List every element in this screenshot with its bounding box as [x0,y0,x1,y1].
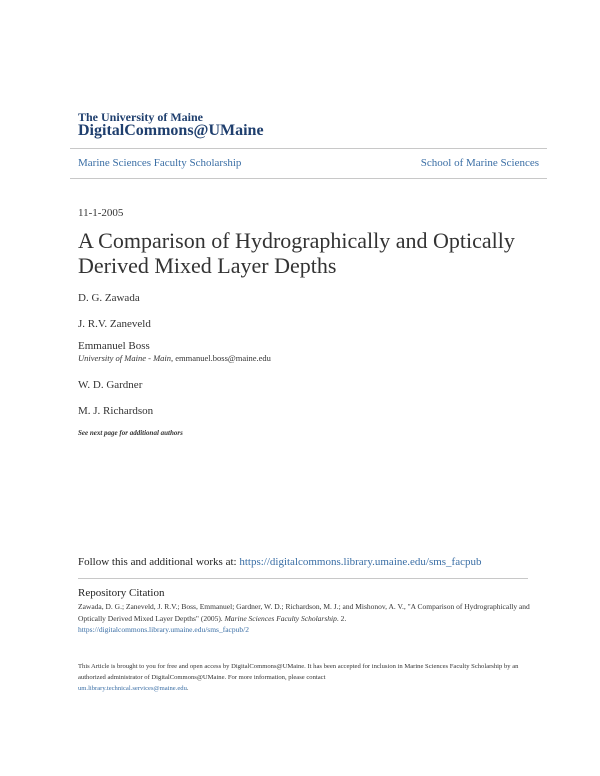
notice-end: . [186,685,189,692]
see-next-page-note: See next page for additional authors [78,429,183,437]
citation-heading: Repository Citation [78,587,165,599]
author-name: W. D. Gardner [78,379,143,391]
author-name: M. J. Richardson [78,405,154,417]
department-link[interactable]: School of Marine Sciences [420,157,539,169]
header-divider-top [70,148,547,149]
follow-text: Follow this and additional works at: [78,556,240,568]
collection-url-link[interactable]: https://digitalcommons.library.umaine.edu/sms_facpub [239,556,482,568]
contact-email-link[interactable]: um.library.technical.services@maine.edu [78,685,187,692]
citation-series: Marine Sciences Faculty Scholarship [224,613,337,623]
paper-title: A Comparison of Hydrographically and Optically Derived Mixed Layer Depths [78,228,515,278]
collection-link[interactable]: Marine Sciences Faculty Scholarship [78,157,242,169]
citation-url-link[interactable]: https://digitalcommons.library.umaine.edu/sms_facpub/2 [78,625,249,634]
citation-authors: Zawada, D. G.; Zaneveld, J. R.V.; Boss, Emmanuel; Gardner, W. D.; Richardson, M. J.; and Mishonov, A. V., "A Comparison of Hydrographically and Optically Derived Mixed Layer Depths" (2005). [78,602,530,623]
author-affiliation [78,353,271,363]
author-email: , emmanuel.boss@maine.edu [171,353,271,363]
author-name: J. R.V. Zaneveld [78,318,151,330]
author-name: D. G. Zawada [78,292,140,304]
citation-text [78,601,538,636]
citation-number: . 2. [336,613,347,623]
affiliation-name: University of Maine - Main [78,353,172,363]
access-notice [78,661,538,694]
author-name: Emmanuel Boss [78,340,150,352]
notice-text: This Article is brought to you for free and open access by DigitalCommons@UMaine. It has been accepted for inclusion in Marine Sciences Faculty Scholarship by an authorized administrator of DigitalCommons@UMaine. For more information, please contact [78,663,519,681]
publication-date: 11-1-2005 [78,207,124,219]
university-name: The University of Maine [78,110,203,124]
header-divider-bottom [70,178,547,179]
citation-divider [78,578,528,579]
follow-line [78,556,482,568]
repository-name[interactable]: DigitalCommons@UMaine [78,122,264,139]
